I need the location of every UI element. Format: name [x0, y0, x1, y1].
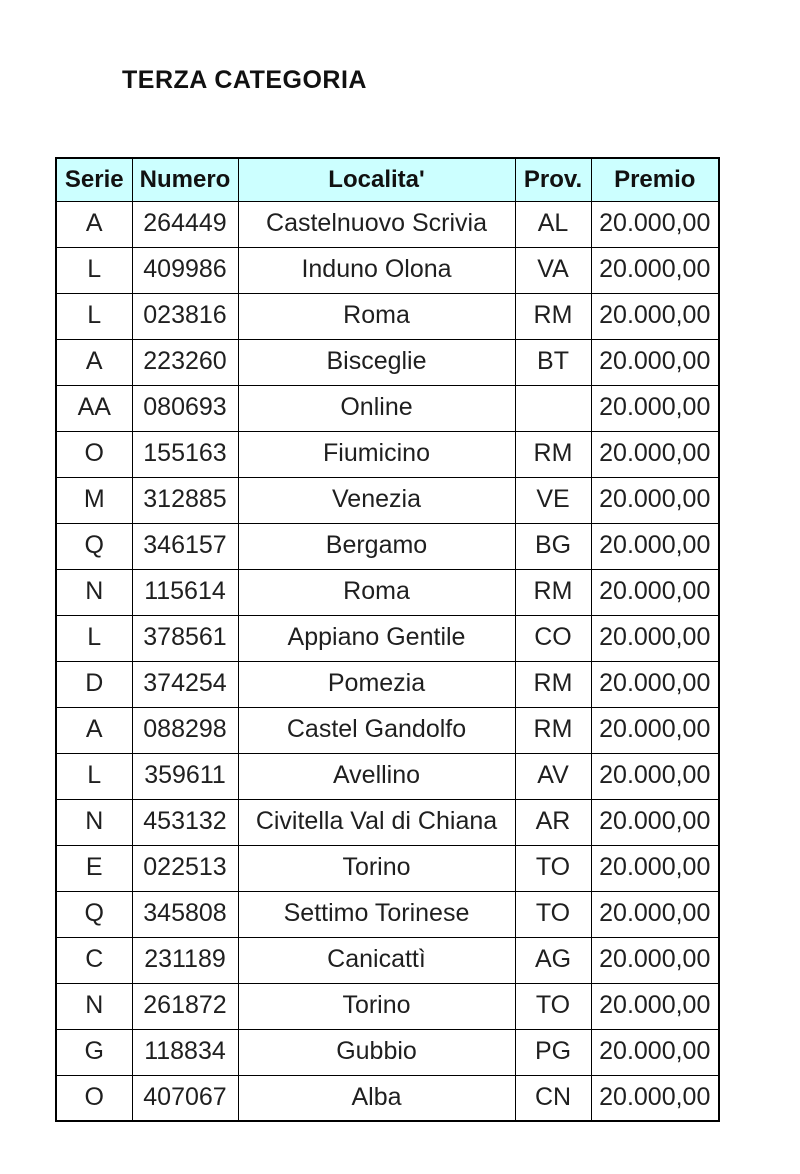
table-row: [56, 799, 719, 845]
prov-cell: RM: [515, 661, 591, 707]
serie-cell: A: [56, 339, 132, 385]
localita-cell: Bisceglie: [238, 339, 515, 385]
serie-cell: N: [56, 569, 132, 615]
serie-cell: Q: [56, 891, 132, 937]
serie-cell: N: [56, 799, 132, 845]
table-row: [56, 1029, 719, 1075]
localita-cell: Settimo Torinese: [238, 891, 515, 937]
numero-cell: 231189: [132, 937, 238, 983]
table-row: [56, 247, 719, 293]
numero-cell: 378561: [132, 615, 238, 661]
table-row: [56, 477, 719, 523]
premio-cell: 20.000,00: [591, 247, 719, 293]
premio-cell: 20.000,00: [591, 339, 719, 385]
prov-cell: CN: [515, 1075, 591, 1121]
premio-cell: 20.000,00: [591, 661, 719, 707]
table-row: [56, 385, 719, 431]
prov-cell: PG: [515, 1029, 591, 1075]
localita-cell: Civitella Val di Chiana: [238, 799, 515, 845]
table-row: [56, 569, 719, 615]
premio-cell: 20.000,00: [591, 983, 719, 1029]
premio-cell: 20.000,00: [591, 707, 719, 753]
prov-cell: AG: [515, 937, 591, 983]
numero-cell: 359611: [132, 753, 238, 799]
table-row: [56, 891, 719, 937]
numero-cell: 345808: [132, 891, 238, 937]
numero-cell: 118834: [132, 1029, 238, 1075]
numero-cell: 264449: [132, 201, 238, 247]
table-row: [56, 523, 719, 569]
localita-cell: Torino: [238, 983, 515, 1029]
column-header-serie: Serie: [56, 158, 132, 201]
premio-cell: 20.000,00: [591, 1029, 719, 1075]
premio-cell: 20.000,00: [591, 891, 719, 937]
premio-cell: 20.000,00: [591, 615, 719, 661]
serie-cell: L: [56, 753, 132, 799]
prov-cell: RM: [515, 707, 591, 753]
premio-cell: 20.000,00: [591, 477, 719, 523]
prov-cell: BT: [515, 339, 591, 385]
localita-cell: Torino: [238, 845, 515, 891]
premio-cell: 20.000,00: [591, 201, 719, 247]
table-row: [56, 983, 719, 1029]
table-row: [56, 339, 719, 385]
localita-cell: Roma: [238, 569, 515, 615]
prov-cell: RM: [515, 569, 591, 615]
localita-cell: Bergamo: [238, 523, 515, 569]
prov-cell: BG: [515, 523, 591, 569]
numero-cell: 407067: [132, 1075, 238, 1121]
table-row: [56, 845, 719, 891]
table-row: [56, 1075, 719, 1121]
premio-cell: 20.000,00: [591, 385, 719, 431]
premio-cell: 20.000,00: [591, 523, 719, 569]
prov-cell: TO: [515, 845, 591, 891]
prov-cell: CO: [515, 615, 591, 661]
serie-cell: D: [56, 661, 132, 707]
prov-cell: TO: [515, 891, 591, 937]
table-row: [56, 293, 719, 339]
premio-cell: 20.000,00: [591, 293, 719, 339]
premio-cell: 20.000,00: [591, 569, 719, 615]
serie-cell: L: [56, 615, 132, 661]
localita-cell: Fiumicino: [238, 431, 515, 477]
header-row: [56, 158, 719, 201]
prov-cell: VE: [515, 477, 591, 523]
prov-cell: AL: [515, 201, 591, 247]
serie-cell: E: [56, 845, 132, 891]
serie-cell: AA: [56, 385, 132, 431]
numero-cell: 374254: [132, 661, 238, 707]
localita-cell: Venezia: [238, 477, 515, 523]
localita-cell: Gubbio: [238, 1029, 515, 1075]
numero-cell: 223260: [132, 339, 238, 385]
prov-cell: VA: [515, 247, 591, 293]
prize-table-body: [56, 201, 719, 1121]
numero-cell: 409986: [132, 247, 238, 293]
premio-cell: 20.000,00: [591, 937, 719, 983]
numero-cell: 022513: [132, 845, 238, 891]
numero-cell: 346157: [132, 523, 238, 569]
prov-cell: AV: [515, 753, 591, 799]
localita-cell: Appiano Gentile: [238, 615, 515, 661]
serie-cell: N: [56, 983, 132, 1029]
serie-cell: A: [56, 201, 132, 247]
premio-cell: 20.000,00: [591, 431, 719, 477]
serie-cell: L: [56, 293, 132, 339]
serie-cell: G: [56, 1029, 132, 1075]
table-row: [56, 707, 719, 753]
prov-cell: RM: [515, 293, 591, 339]
localita-cell: Roma: [238, 293, 515, 339]
localita-cell: Online: [238, 385, 515, 431]
column-header-prov: Prov.: [515, 158, 591, 201]
serie-cell: C: [56, 937, 132, 983]
prov-cell: TO: [515, 983, 591, 1029]
serie-cell: M: [56, 477, 132, 523]
serie-cell: Q: [56, 523, 132, 569]
premio-cell: 20.000,00: [591, 799, 719, 845]
table-row: [56, 431, 719, 477]
page-title: TERZA CATEGORIA: [122, 66, 367, 94]
premio-cell: 20.000,00: [591, 1075, 719, 1121]
column-header-numero: Numero: [132, 158, 238, 201]
localita-cell: Castel Gandolfo: [238, 707, 515, 753]
numero-cell: 453132: [132, 799, 238, 845]
serie-cell: O: [56, 431, 132, 477]
table-row: [56, 937, 719, 983]
prov-cell: [515, 385, 591, 431]
prov-cell: AR: [515, 799, 591, 845]
serie-cell: L: [56, 247, 132, 293]
table-row: [56, 661, 719, 707]
numero-cell: 088298: [132, 707, 238, 753]
table-row: [56, 201, 719, 247]
serie-cell: A: [56, 707, 132, 753]
prize-table-header: [56, 158, 719, 201]
column-header-localita: Localita': [238, 158, 515, 201]
prov-cell: RM: [515, 431, 591, 477]
numero-cell: 155163: [132, 431, 238, 477]
table-row: [56, 753, 719, 799]
numero-cell: 115614: [132, 569, 238, 615]
localita-cell: Castelnuovo Scrivia: [238, 201, 515, 247]
localita-cell: Canicattì: [238, 937, 515, 983]
numero-cell: 023816: [132, 293, 238, 339]
premio-cell: 20.000,00: [591, 753, 719, 799]
premio-cell: 20.000,00: [591, 845, 719, 891]
localita-cell: Pomezia: [238, 661, 515, 707]
table-row: [56, 615, 719, 661]
localita-cell: Avellino: [238, 753, 515, 799]
localita-cell: Induno Olona: [238, 247, 515, 293]
prize-table: [55, 157, 720, 1122]
serie-cell: O: [56, 1075, 132, 1121]
numero-cell: 261872: [132, 983, 238, 1029]
column-header-premio: Premio: [591, 158, 719, 201]
numero-cell: 312885: [132, 477, 238, 523]
numero-cell: 080693: [132, 385, 238, 431]
localita-cell: Alba: [238, 1075, 515, 1121]
